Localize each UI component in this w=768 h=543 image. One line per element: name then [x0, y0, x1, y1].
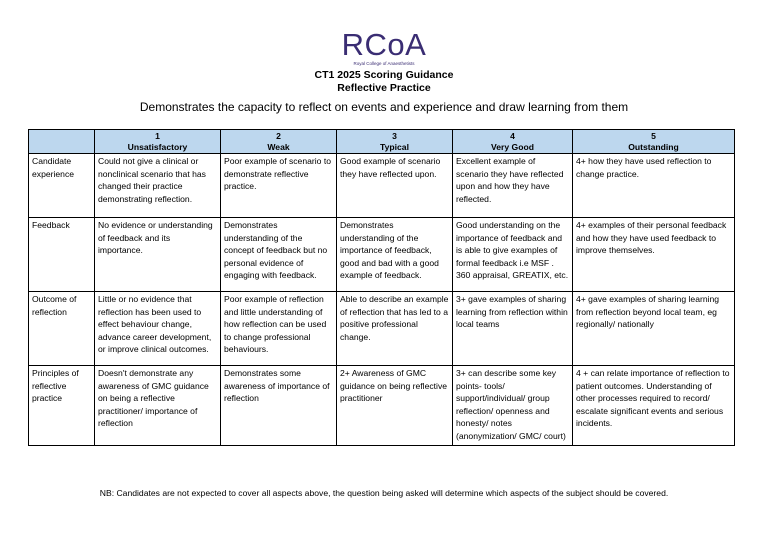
header-cell-outstanding: 5 Outstanding: [573, 130, 735, 154]
table-cell: 3+ can describe some key points- tools/ support/individual/ group reflection/ openness and honesty/ notes (anonymization/ GMC/ court): [453, 366, 573, 446]
header-cell-very-good: 4 Very Good: [453, 130, 573, 154]
table-row: [29, 154, 735, 218]
table-cell: Poor example of reflection and little understanding of how reflection can be used to change professional behaviours.: [221, 292, 337, 366]
table-cell: Excellent example of scenario they have reflected upon and how they have reflected.: [453, 154, 573, 218]
table-cell: Could not give a clinical or nonclinical scenario that has changed their practice demonstrating reflection.: [95, 154, 221, 218]
table-row: [29, 366, 735, 446]
table-cell: Able to describe an example of reflection that has led to a positive professional change.: [337, 292, 453, 366]
criterion-cell: Outcome of reflection: [29, 292, 95, 366]
table-header-row: [29, 130, 735, 154]
table-cell: No evidence or understanding of feedback and its importance.: [95, 218, 221, 292]
logo-subtitle: Royal College of Anaesthetists: [353, 61, 415, 66]
document-title: CT1 2025 Scoring Guidance: [314, 69, 454, 81]
table-cell: Demonstrates understanding of the importance of feedback, good and bad with a good example of feedback.: [337, 218, 453, 292]
table-cell: Poor example of scenario to demonstrate reflective practice.: [221, 154, 337, 218]
table-cell: 2+ Awareness of GMC guidance on being reflective practitioner: [337, 366, 453, 446]
criterion-cell: Principles of reflective practice: [29, 366, 95, 446]
table-row: [29, 218, 735, 292]
criterion-cell: Candidate experience: [29, 154, 95, 218]
scoring-table: [28, 129, 735, 446]
table-row: [29, 292, 735, 366]
table-cell: 4+ gave examples of sharing learning from reflection beyond local team, eg regionally/ nationally: [573, 292, 735, 366]
table-cell: Doesn't demonstrate any awareness of GMC guidance on being a reflective practitioner/ importance of reflection: [95, 366, 221, 446]
table-cell: 4+ how they have used reflection to change practice.: [573, 154, 735, 218]
table-cell: 4+ examples of their personal feedback and how they have used feedback to improve themselves.: [573, 218, 735, 292]
document-description: Demonstrates the capacity to reflect on events and experience and draw learning from them: [139, 100, 629, 114]
header-cell-typical: 3 Typical: [337, 130, 453, 154]
rcoa-logo: [0, 27, 768, 67]
table-cell: 4 + can relate importance of reflection to patient outcomes. Understanding of other processes required to record/ escalate significant events and serious incidents.: [573, 366, 735, 446]
table-cell: Demonstrates some awareness of importance of reflection: [221, 366, 337, 446]
footnote: NB: Candidates are not expected to cover all aspects above, the question being asked will determine which aspects of the subject should be covered.: [99, 488, 669, 498]
document-header: [0, 69, 768, 115]
table-cell: 3+ gave examples of sharing learning from reflection within local teams: [453, 292, 573, 366]
document-subtitle: Reflective Practice: [337, 82, 431, 94]
criterion-cell: Feedback: [29, 218, 95, 292]
table-cell: Demonstrates understanding of the concept of feedback but no personal evidence of engaging with feedback.: [221, 218, 337, 292]
logo-wordmark: RCoA: [341, 27, 427, 62]
header-cell-unsatisfactory: 1 Unsatisfactory: [95, 130, 221, 154]
table-cell: Little or no evidence that reflection has been used to effect behaviour change, advance career development, or improve clinical outcomes.: [95, 292, 221, 366]
table-cell: Good example of scenario they have reflected upon.: [337, 154, 453, 218]
header-cell-weak: 2 Weak: [221, 130, 337, 154]
table-cell: Good understanding on the importance of feedback and is able to give examples of formal feedback i.e MSF . 360 appraisal, GREATIX, etc.: [453, 218, 573, 292]
header-cell-criterion: [29, 130, 95, 154]
